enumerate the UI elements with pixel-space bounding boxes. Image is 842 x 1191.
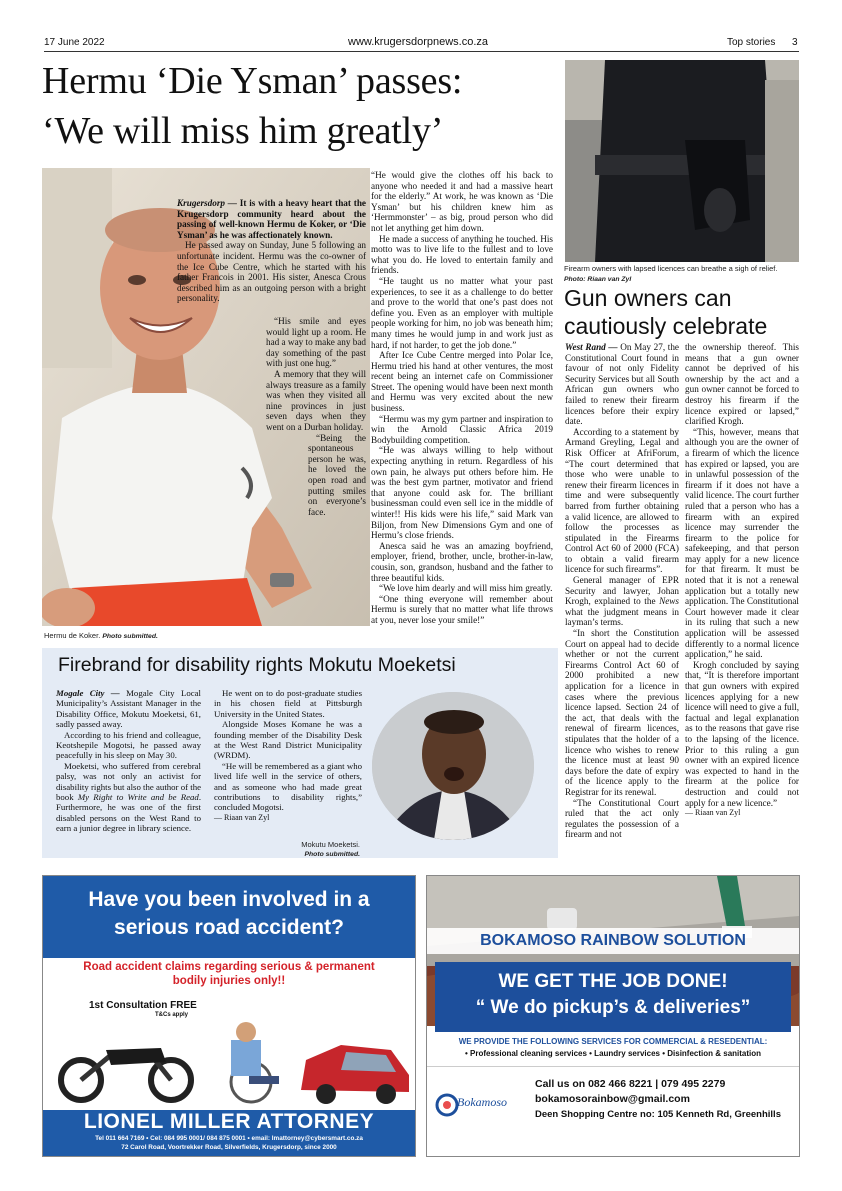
website-url[interactable]: www.krugersdorpnews.co.za [348,36,489,48]
main-paragraph: “One thing everyone will remember about Hermu is surely that no matter what life throws at you, never lose your smile!” [371,593,553,625]
page-header [0,0,842,52]
gun-paragraph: the ownership thereof. This means that a gun owner cannot be deprived of his ownership by the act and a gun owner cannot be forced to destroy his firearm if the licence expired or lapsed,” clarified Krogh. [685,342,799,427]
page-number: 3 [792,37,798,48]
issue-date: 17 June 2022 [44,37,105,48]
mokutu-photo-caption: Mokutu Moeketsi. Photo submitted. [301,840,360,858]
lionel-ad-headline: Have you been involved in a serious road accident? [43,876,415,958]
gun-headline-line2: cautiously celebrate [564,313,768,339]
lionel-contact-line2: 72 Carol Road, Voortrekker Road, Silverfields, Krugersdorp, since 2000 [121,1144,337,1151]
gun-paragraph: “In short the Constitution Court on appeal had to decide whether or not the current Firearms Control Act 60 of 2000 prohibited a new application for a licence in cases where the previous licence lapsed. Section 24 of the act, that deals with the renewal of firearm licences, stipulates that the holder of a licence who wishes to renew the licence must at least 90 days before the date of expiry of the licence apply to the Registrar for its renewal. [565,628,679,797]
gun-story-col1 [565,342,679,840]
main-lead-paragraph: Krugersdorp — It is with a heavy heart that the Krugersdorp community heard about the passing of well-known Hermu de Koker, or ‘Die Ysman’ as he was affectionately known. [177,198,367,240]
bokamoso-company-name: BOKAMOSO RAINBOW SOLUTION [427,928,799,954]
disability-col2 [214,688,362,823]
gun-paragraph: General manager of EPR Security and lawyer, Johan Krogh, explained to the News what the judgment means in layman’s terms. [565,575,679,628]
gun-paragraph: According to a statement by Armand Greyling, Legal and Risk Officer at AfriForum, “The court determined that those who were unable to renew their firearm licences in time and were subsequently barred from further obtaining a valid licence, are allowed to follow the processes as stipulated in the Firearms Control Act 60 of 2000 (FCA) to obtain a valid firearm licence for such firearms”. [565,426,679,575]
disability-paragraph: Alongside Moses Komane he was a founding member of the Disability Desk at the West Rand District Municipality (WRDM). [214,719,362,761]
disability-paragraph: “He will be remembered as a giant who lived life well in the service of others, and as someone who had made great contributions to disability rights,” concluded Mogotsi. [214,760,362,813]
disability-paragraph: According to his friend and colleague, Keotshepile Mogotsi, he passed away peacefully in his sleep on May 30. [56,729,201,761]
bokamoso-services-list: • Professional cleaning services • Laundry services • Disinfection & sanitation [464,1049,762,1058]
disability-paragraph: Moeketsi, who suffered from cerebral palsy, was not only an activist for disability rights but also the author of the book My Right to Write and be Read. Furthermore, he was one of the first disabled persons on the West Rand to earn a junior degree in library science. [56,760,202,834]
main-paragraph: “He taught us no matter what your past experiences, to see it as a challenge to do better and prove to the world that one’s past does not define you. Even as an employer with multiple people working for him, no job was beneath him; many times he would jump in and work just as hard, if not harder, to get the job done.” [371,275,553,350]
disability-paragraph: Mogale City — Mogale City Local Municipality’s Assistant Manager in the Disability Office, Mokutu Moeketsi, 61, sadly passed away. [56,688,201,730]
lionel-ad-consultation: 1st Consultation FREE [89,1000,197,1011]
gun-paragraph: “This, however, means that although you are the owner of a firearm of which the licence has expired or lapsed, you are in unlawful possession of the firearm if it does not have a valid licence. The court further ruled that a person who has a firearm with an expired licence may surrender the firearm to the police for safekeeping, and that person may apply for a new licence for that firearm. It must be noted that it is not a renewal application but a totally new application. The Constitutional Court however made it clear in its ruling that such a new application will be assessed differently to a normal licence application,” he said. [685,426,799,660]
gun-paragraph: West Rand — On May 27, the Constitutional Court found in favour of not only Fidelity Security Services but all South African gun owners who failed to renew their firearm licences before their expiry date. [565,342,679,427]
gun-paragraph: “The Constitutional Court ruled that the act only regulates the possession of a firearm and not [565,797,679,840]
main-paragraph: “He was always willing to help without expecting anything in return. Regardless of his own pain, he always put others before him. He was the best gym partner, motivator and friend that anyone could ask for. The brilliant businessman could even sell ice in the middle of winter!! His kids were his life,” said Mark van Biljon, from New Dimensions Gym and one of Hermu’s close friends. [371,445,553,541]
main-paragraph: He made a success of anything he touched. His motto was to live life to the fullest and to love what you do. He loved to entertain family and friends. [371,233,553,276]
bokamoso-phone[interactable]: Call us on 082 466 8221 | 079 495 2279 [535,1078,726,1090]
main-story-col2 [371,170,553,626]
main-paragraph: “Being the spontaneous person he was, he loved the open road and putting smiles on everyone’s face. [308,432,366,517]
hermu-photo-caption: Hermu de Koker. Photo submitted. [44,631,158,640]
mokutu-photo [372,692,534,840]
section-name: Top stories [727,37,776,48]
main-headline-line2: ‘We will miss him greatly’ [42,110,444,152]
disability-headline: Firebrand for disability rights Mokutu Moeketsi [58,654,456,676]
bokamoso-address: Deen Shopping Centre no: 105 Kenneth Rd, Greenhills [535,1109,781,1120]
lionel-firm-name: LIONEL MILLER ATTORNEY [83,1110,375,1133]
header-rule [44,51,799,52]
gun-byline: — Riaan van Zyl [685,808,741,818]
bokamoso-email[interactable]: bokamosorainbow@gmail.com [535,1093,690,1105]
main-paragraph: “Hermu was my gym partner and inspiration to win the Arnold Classic Africa 2019 Bodybuilding competition. [371,413,553,445]
disability-col1 [56,688,201,834]
accident-illustration [51,1020,411,1108]
lionel-miller-ad[interactable] [42,875,416,1157]
main-headline [42,58,562,154]
main-paragraph: “His smile and eyes would light up a room. He had a way to make any bad day something of the past with just one hug.” [266,316,367,369]
gun-headline-line1: Gun owners can [564,285,732,311]
firearm-photo-art [565,60,799,262]
bokamoso-ad[interactable] [426,875,800,1157]
main-paragraph: “We love him dearly and will miss him greatly. [379,583,553,594]
main-paragraph: “He would give the clothes off his back to anyone who needed it and had a massive heart for the elderly.” At work, he was known as ‘Die Ysman’ but his children knew him as ‘Hermmonster’ – as big, proud person who did not let anything get him down. [371,170,553,233]
gun-paragraph: Krogh concluded by saying that, “It is therefore important that gun owners with expired licences applying for a new licence will need to give a full, factual and legal explanation as to the reasons that gave rise to the lapsing of the licence. Prior to this ruling a gun owner with an expired licence was expected to hand in the firearm at the police for destruction and could not apply for a new licence.” [685,659,799,808]
main-headline-line1: Hermu ‘Die Ysman’ passes: [42,60,463,102]
bokamoso-services-heading: WE PROVIDE THE FOLLOWING SERVICES FOR COMMERCIAL & RESEDENTIAL: [458,1037,768,1046]
mokutu-photo-art [372,692,534,840]
lionel-ad-footer [43,1110,415,1156]
bokamoso-slogan: WE GET THE JOB DONE! “ We do pickup’s & deliveries” [435,962,791,1032]
disability-byline: — Riaan van Zyl [214,812,270,822]
lionel-contact-line1[interactable]: Tel 011 664 7169 • Cel: 084 995 0001/ 084 875 0001 • email: lmattorney@cybersmart.co.za [95,1135,363,1142]
main-paragraph: A memory that they will always treasure as a family was when they visited all nine provinces in just seven days when they went on a Durban holiday. [266,368,366,432]
bokamoso-logo [433,1077,523,1133]
bokamoso-contact [535,1077,781,1122]
bokamoso-contact-strip [427,1066,799,1156]
main-paragraph: Anesca said he was an amazing boyfriend, employer, friend, brother, uncle, brother-in-law, cousin, son, grandson, husband and the father to three beautiful kids. [371,540,553,583]
lionel-ad-tcs: T&Cs apply [155,1012,189,1018]
gun-headline [564,284,804,340]
firearm-photo [565,60,799,262]
bokamoso-logo-text: Bokamoso [457,1095,507,1109]
disability-paragraph: He went on to do post-graduate studies in his chosen field at Pittsburgh University in the United States. [214,688,362,719]
main-story-col1-wrap [266,316,366,517]
bokamoso-services [435,1036,791,1060]
gun-story-col2 [685,342,799,819]
firearm-photo-caption: Firearm owners with lapsed licences can breathe a sigh of relief. Photo: Riaan van Zyl [564,264,778,283]
main-story-col1 [177,198,366,304]
lionel-ad-subhead: Road accident claims regarding serious & permanent bodily injuries only!! [83,961,375,987]
main-paragraph: He passed away on Sunday, June 5 following an unfortunate incident. Hermu was the co-owner of the Ice Cube Centre, which he started with his father Francois in 2001. His sister, Anesca Crous described him as an outgoing person with a bright personality. [177,240,366,304]
main-paragraph: After Ice Cube Centre merged into Polar Ice, Hermu tried his hand at other ventures, the most recent being an internet cafe on Commissioner Street. The opening would have been next month and Hermu was very excited about the new business. [371,350,553,414]
